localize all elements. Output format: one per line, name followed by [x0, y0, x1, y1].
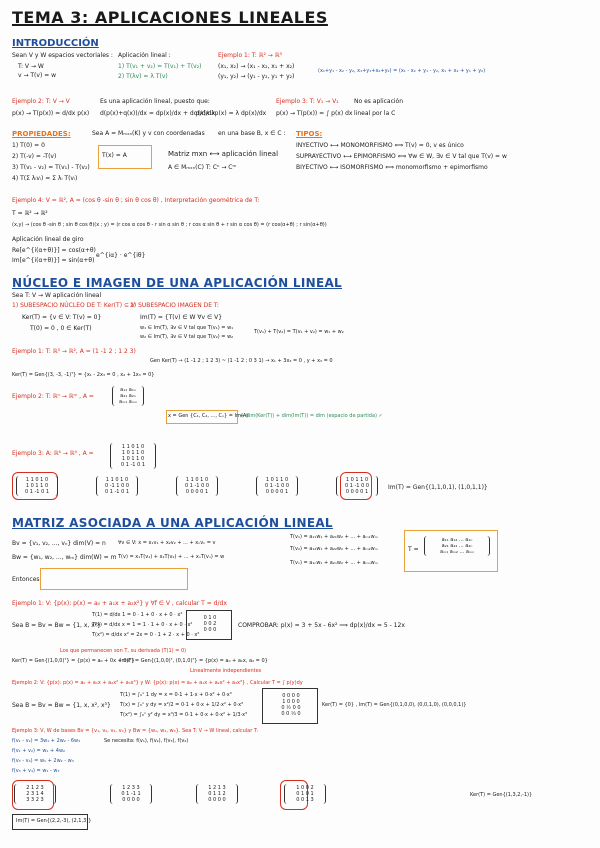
nucleo-sub1: 1) SUBESPACIO NÚCLEO DE T: Ker(T) ⊆ V: [12, 302, 135, 309]
intro-ej3-c: lineal por la C: [354, 110, 396, 117]
prop-3: 3) T(v₁ - v₂) = T(v₁) - T(v₂): [12, 164, 90, 171]
nucleo-intro: Sea T: V → W aplicación lineal: [12, 292, 102, 299]
matriz-ej1-im: Im(T) = Gen{(1,0,0)ᵀ, (0,1,0)ᵀ} = {p(x) = a₀ + a₁x, a₂ = 0}: [120, 658, 268, 664]
intro-line1: Sean V y W espacios vectoriales :: [12, 52, 113, 59]
matriz-entonces-box: [40, 568, 188, 590]
matriz-entonces: Entonces:: [12, 576, 42, 583]
matriz-ej2-T-matrix: 0 0 0 0 1 0 0 0 0 ½ 0 0 0 0 ⅓ 0: [281, 693, 301, 717]
nucleo-im3: w₂ ∈ Im(T), ∃v ∈ V tal que T(v₂) = w₂: [140, 334, 234, 340]
matriz-ej2-s3: T(x²) = ∫₀ˣ y² dy = x³/3 = 0·1 + 0·x + 0·x² + 1/3·x³: [120, 712, 248, 718]
nucleo-ej3-step5: 1 0 1 1 0 0 1 -1 0 0 0 0 0 0 1: [336, 476, 378, 496]
matriz-sys2: T(v₂) = a₁₂w₁ + a₂₂w₂ + ... + aₘ₂wₘ: [290, 546, 378, 552]
nucleo-ej2-gen: x = Gen {C₁, C₂, ..., Cₙ} = Im(A): [168, 413, 249, 419]
matriz-comprobar: COMPROBAR: p(x) = 3 + 5x - 6x² ⟹ dp(x)/dx = 5 - 12x: [238, 622, 405, 629]
section-heading-intro: INTRODUCCIÓN: [12, 38, 99, 49]
matriz-ej1-base: Sea B = Bv = Bw = {1, x, x²}: [12, 622, 102, 629]
nucleo-ej1-ker: Ker(T) = Gen{(3, -3, -1)ᵀ} = {x₁ - 2x₃ = 0 , x₂ + 1x₃ = 0}: [12, 372, 155, 378]
matriz-ej3-m1: 2 1 2 3 2 3 1 4 3 3 2 3: [14, 784, 56, 804]
nucleo-ker1: Ker(T) = {v ∈ V: T(v) = 0}: [22, 314, 102, 321]
nucleo-ej1-gen: Gen Ker(T) → (1 -1 2 ; 1 2 3) ~ (1 -1 2 ; 0 3 1) → x₁ + 3x₃ = 0 , y + x₃ = 0: [150, 358, 333, 364]
section-heading-nucleo: NÚCLEO E IMAGEN DE UNA APLICACIÓN LINEAL: [12, 276, 343, 290]
nucleo-ej3-matrix: 1 1 0 1 0 1 0 1 1 0 1 0 1 1 0 0 1 -1 0 1: [110, 443, 156, 469]
intro-ej3-label: Ejemplo 3: T: V₁ → V₁: [276, 98, 339, 105]
matriz-ej3-m3: 1 2 1 3 0 1 1 2 0 0 0 0: [196, 784, 238, 804]
matriz-ej1-label: Ejemplo 1: V: {p(x): p(x) = a₀ + a₁x + a₂x²} y ∀f ∈ V , calcular T = d/dx: [12, 600, 227, 607]
ej4-l2: (x,y) → (cos θ -sin θ ; sin θ cos θ)(x ; y) = (r cos α cos θ - r sin α sin θ ; r cos α sin θ + r sin α cos θ) = (r cos(α+θ) ; r sin(α+θ)): [12, 222, 327, 228]
intro-ej1-b: (y₁, y₂) → (y₁ - y₂, y₁ + y₂): [218, 73, 295, 80]
intro-ej2-c: d/dx λp(x) = λ dp(x)/dx: [196, 110, 267, 117]
matriz-ej2-s1: T(1) = ∫₀ˣ 1 dy = x = 0·1 + 1·x + 0·x² + 0·x³: [120, 692, 232, 698]
matriz-bv: Bv = {v₁, v₂, ..., vₙ} dim(V) = n: [12, 540, 106, 547]
matriz-ej3-m2: 1 2 3 3 0 1 -1 1 0 0 0 0: [110, 784, 152, 804]
tipo-1: INYECTIVO ⟷ MONOMORFISMO ⟺ T(v) = 0, v es único: [296, 142, 464, 149]
matriz-ej3-im: Im(T) = Gen{(2,2,-3), (2,1,3)}: [16, 818, 92, 824]
nucleo-ej3-step2: 1 1 0 1 0 0 -1 1 0 0 0 1 -1 0 1: [96, 476, 138, 496]
nucleo-im1: Im(T) = {T(v) ∈ W ∀v ∈ V}: [140, 314, 223, 321]
matriz-ej3-r3: f(v₃ - v₄) = w₁ + 2w₂ - w₃: [12, 758, 74, 764]
matriz-T-label: T =: [408, 546, 419, 553]
nucleo-im4: T(v₁) + T(v₂) = T(v₁ + v₂) = w₁ + w₂: [254, 329, 344, 335]
matriz-ej1-s3: T(x²) = d/dx x² = 2x = 0 · 1 + 2 · x + 0 · x²: [92, 632, 200, 638]
nucleo-sub2: 2) SUBESPACIO IMAGEN DE T:: [130, 302, 219, 309]
matriz-ej3-ker: Ker(T) = Gen{(1,3,2,-1)}: [470, 792, 533, 798]
matriz-ej3-r1: f(v₁ - v₂) = 3w₁ + 2w₂ - 6w₃: [12, 738, 81, 744]
nucleo-ej1-label: Ejemplo 1: T: ℝ³ → ℝ², A = (1 -1 2 ; 1 2 3): [12, 348, 136, 355]
ej4-label: Ejemplo 4: V = ℝ², A = (cos θ -sin θ ; sin θ cos θ) , Interpretación geométrica de T:: [12, 197, 260, 204]
ej4-l3: Aplicación lineal de giro: [12, 236, 84, 243]
intro-ej1-label: Ejemplo 1: T: ℝ² → ℝ³: [218, 52, 282, 59]
intro-ej2-label: Ejemplo 2: T: V → V: [12, 98, 70, 105]
matriz-ej2-ker: Ker(T) = {0} , Im(T) = Gen{(0,1,0,0), (0,0,1,0), (0,0,0,1)}: [322, 702, 467, 708]
props-matriz-text: Matriz mxn ⟷ aplicación lineal: [168, 150, 279, 158]
prop-1: 1) T(0) = 0: [12, 142, 45, 149]
intro-ej1-c: (x₁+y₁ - x₂ - y₂, x₁+y₁+x₂+y₂) = (x₁ - x₂ + y₁ - y₂, x₁ + x₂ + y₁ + y₂): [318, 68, 486, 74]
matriz-uv: ∀v ∈ V: x = x₁v₁ + x₂v₂ + ... + xₙvₙ = v: [118, 540, 216, 546]
intro-ej3-a: No es aplicación: [354, 98, 404, 105]
nucleo-ej2-label: Ejemplo 2: T: ℝⁿ → ℝᵐ , A =: [12, 393, 94, 400]
nucleo-ej3-im: Im(T) = Gen{(1,1,0,1), (1,0,1,1)}: [388, 484, 488, 491]
intro-ej2-a: p(x) → T(p(x)) = d/dx p(x): [12, 110, 90, 117]
nucleo-ej2-text: + dim(Ker(T)) + dim(Im(T)) = dim (espacio de partida) ✓: [240, 413, 383, 419]
props-amn: A ∈ Mₘₓₙ(C) T: Cⁿ → Cᵐ: [168, 164, 237, 171]
matriz-sys1: T(v₁) = a₁₁w₁ + a₂₁w₂ + ... + aₘ₁wₘ: [290, 534, 378, 540]
props-basis-text: en una base B, x ∈ C :: [218, 130, 286, 137]
props-tx: T(x) = A: [102, 152, 127, 159]
props-mat-text: Sea A = Mₘₓₙ(K) y v con coordenadas: [92, 130, 205, 137]
nucleo-im2: w₁ ∈ Im(T), ∃v ∈ V tal que T(v₁) = w₁: [140, 325, 234, 331]
props-heading: PROPIEDADES:: [12, 130, 71, 138]
intro-cond1: 1) T(v₁ + v₂) = T(v₁) + T(v₂): [118, 63, 202, 70]
matriz-ej1-note1: Los que permanecen son T, su derivada (T(1) = 0): [60, 648, 187, 654]
tipo-3: BIYECTIVO ⟷ ISOMORFISMO ⟺ monomorfismo + epimorfismo: [296, 164, 488, 171]
matriz-ej3-r4: f(v₃ + v₄) = w₁ - w₃: [12, 768, 60, 774]
matriz-ej1-s1: T(1) = d/dx 1 = 0 · 1 + 0 · x + 0 · x²: [92, 612, 183, 618]
matriz-sys3: T(vₙ) = a₁ₙw₁ + a₂ₙw₂ + ... + aₘₙwₘ: [290, 560, 378, 566]
matriz-ej1-ker: Ker(T) = Gen{(1,0,0)ᵀ} = {p(x) = a₀ + 0x + 0x²}: [12, 658, 135, 664]
nucleo-ej3-step1: 1 1 0 1 0 1 0 1 1 0 0 1 -1 0 1: [16, 476, 58, 496]
matriz-ej1-note2: Linealmente independientes: [190, 668, 262, 674]
tipo-2: SUPRAYECTIVO ⟷ EPIMORFISMO ⟺ ∀w ∈ W, ∃v ∈ V tal que T(v) = w: [296, 153, 507, 160]
intro-map2: v → T(v) = w: [18, 72, 57, 79]
tipos-heading: TIPOS:: [296, 130, 323, 138]
prop-4: 4) T(Σ λᵢvᵢ) = Σ λᵢ T(vᵢ): [12, 175, 78, 182]
matriz-T-matrix: a₁₁ a₁₂ ... a₁ₙ a₂₁ a₂₂ ... a₂ₙ aₘ₁ aₘ₂ ... aₘₙ: [424, 536, 490, 556]
intro-ej1-a: (x₁, x₂) → (x₁ - x₂, x₁ + x₂): [218, 63, 295, 70]
page-title: TEMA 3: APLICACIONES LINEALES: [12, 8, 328, 27]
section-heading-matriz: MATRIZ ASOCIADA A UNA APLICACIÓN LINEAL: [12, 516, 333, 530]
ej4-l6: e^{iα} · e^{iθ}: [96, 252, 146, 259]
ej4-l5: Im[e^{i(α+θ)}] = sin(α+θ): [12, 257, 95, 264]
nucleo-ker2: T(0) = 0 , 0 ∈ Ker(T): [30, 325, 92, 332]
ej4-l1: T = ℝ² → ℝ²: [12, 210, 48, 217]
matriz-ej3-label: Ejemplo 3: V, W de bases Bv = {v₁, v₂, v₃, v₄} y Bw = {w₁, w₂, w₃}. Sea T: V → W lineal, calcular T:: [12, 728, 259, 734]
matriz-ej1-T-matrix: 0 1 0 0 0 2 0 0 0: [203, 615, 217, 633]
intro-lineal-label: Aplicación lineal :: [118, 52, 171, 59]
matriz-ej2-label: Ejemplo 2: V: {p(x): p(x) = a₀ + a₁x + a₂x² + a₃x³} y W: {p(x): p(x) = a₀ + a₁x + a₂x² + a₃x³} , Calcular T = ∫ p(y)dy: [12, 680, 303, 686]
matriz-tv: T(v) = x₁T(v₁) + x₂T(v₂) + ... + xₙT(vₙ) = w: [118, 554, 225, 560]
matriz-bw: Bw = {w₁, w₂, ..., wₘ} dim(W) = m: [12, 554, 117, 561]
ej4-l4: Re[e^{i(α+θ)}] = cos(α+θ): [12, 247, 96, 254]
nucleo-ej3-step3: 1 1 0 1 0 0 1 -1 0 0 0 0 0 0 1: [176, 476, 218, 496]
intro-ej2-b: d(p(x)+q(x))/dx = dp(x)/dx + dq(x)/dx: [100, 110, 216, 117]
matriz-ej3-nec: Se necesita: f(v₁), f(v₂), f(v₃), f(v₄): [104, 738, 189, 744]
intro-ej3-b: p(x) → T(p(x)) = ∫ p(x) dx: [276, 110, 353, 117]
intro-ej2-text: Es una aplicación lineal, puesto que:: [100, 98, 210, 105]
matriz-ej3-m4: 1 0 0 2 0 1 0 1 0 0 1 3: [284, 784, 326, 804]
nucleo-ej3-step4: 1 0 1 1 0 0 1 -1 0 0 0 0 0 0 1: [256, 476, 298, 496]
matriz-ej1-s2: T(x) = d/dx x = 1 = 1 · 1 + 0 · x + 0 · x²: [92, 622, 193, 628]
prop-2: 2) T(-v) = -T(v): [12, 153, 57, 160]
intro-cond2: 2) T(λv) = λ T(v): [118, 73, 168, 80]
intro-map: T: V → W: [18, 63, 44, 70]
matriz-ej2-s2: T(x) = ∫₀ˣ y dy = x²/2 = 0·1 + 0·x + 1/2·x² + 0·x³: [120, 702, 244, 708]
nucleo-ej3-label: Ejemplo 3: A: ℝ⁶ → ℝ⁴ , A =: [12, 450, 94, 457]
nucleo-ej2-matrix: a₁₁ a₁ₙ a₂₁ a₂ₙ aₘ₁ aₘₙ: [112, 386, 144, 406]
matriz-ej3-r2: f(v₁ + v₂) = w₁ + 4w₂: [12, 748, 66, 754]
matriz-ej2-base: Sea B = Bv = Bw = {1, x, x², x³}: [12, 702, 111, 709]
